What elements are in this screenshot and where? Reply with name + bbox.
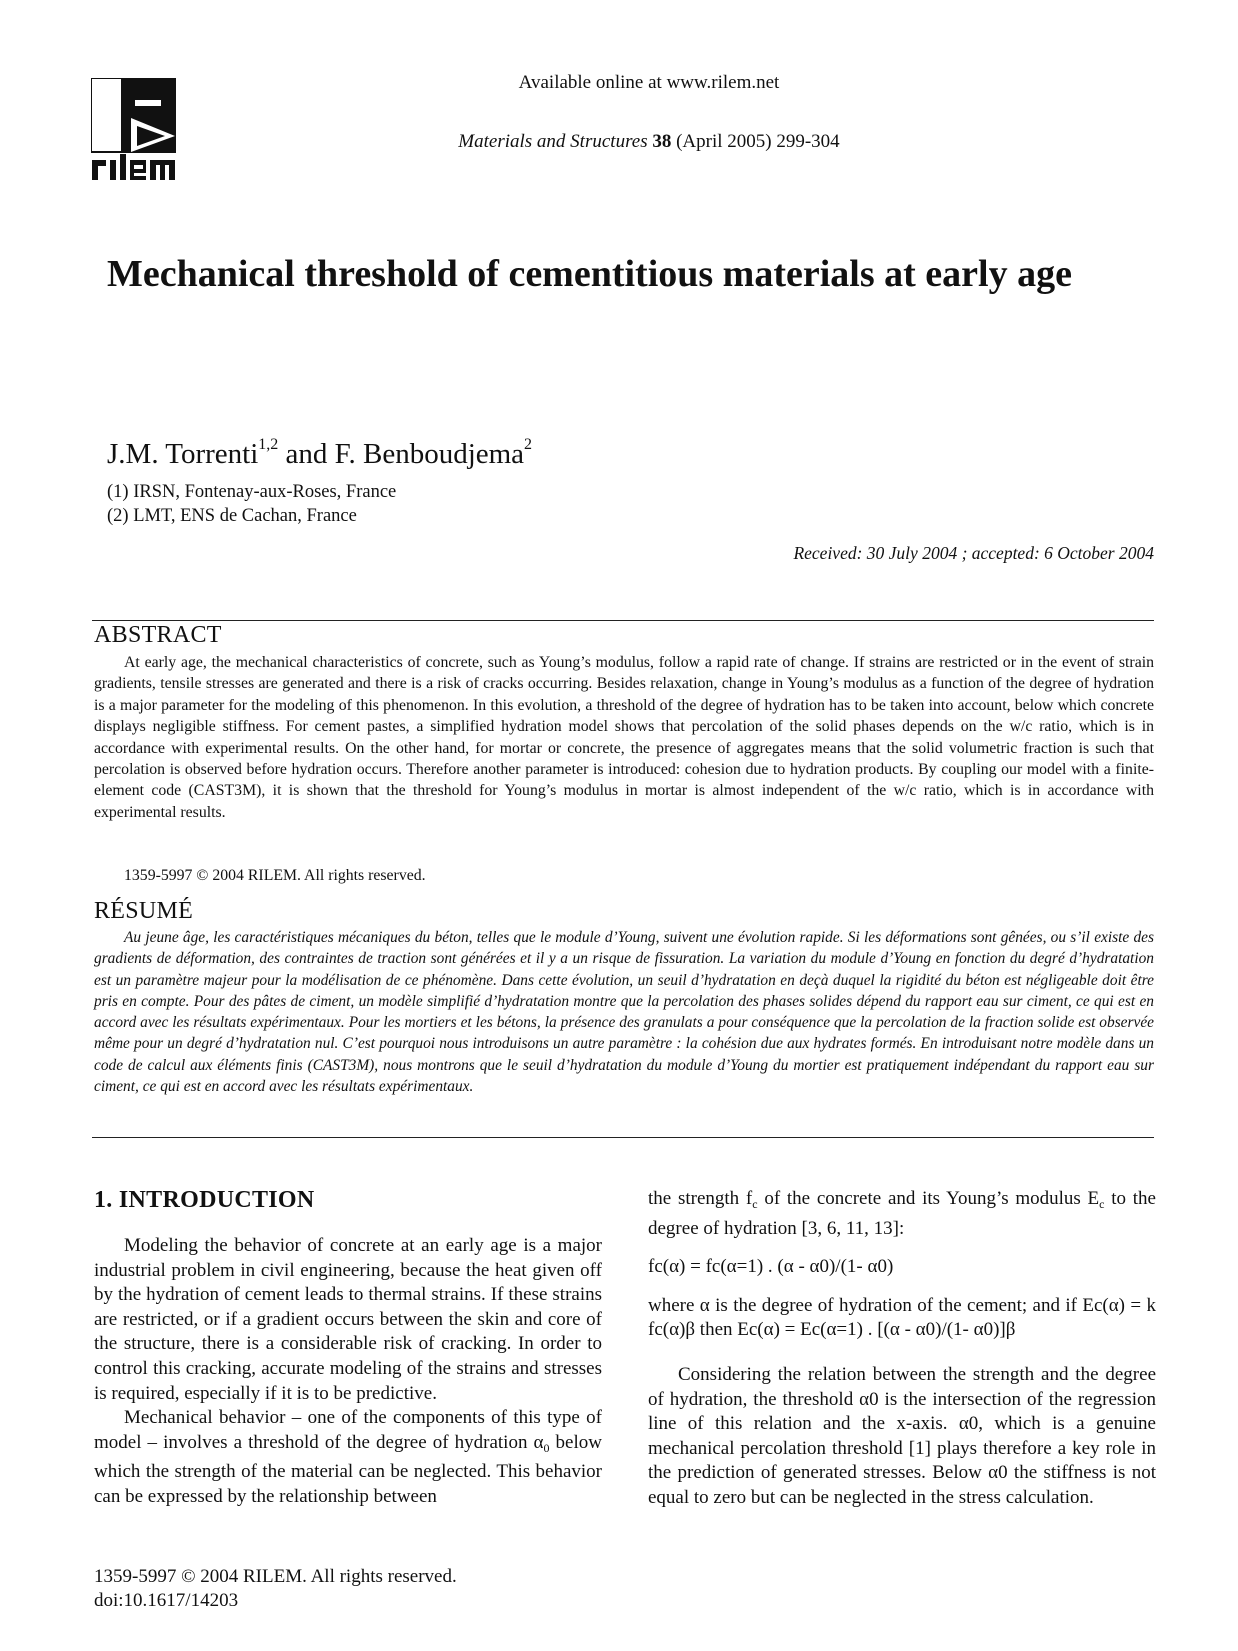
page-footer [94,1565,457,1613]
intro-paragraph-1: Modeling the behavior of concrete at an early age is a major industrial problem in civil engineering, because the heat given off by the hydration of cement leads to thermal strains. If these strains are restricted, or if a gradient occurs between the skin and core of the structure, there is a considerable risk of cracking. In order to control this cracking, accurate modeling of the strains and stresses is required, especially if it is to be predictive. [94,1235,602,1404]
resume-body: Au jeune âge, les caractéristiques mécaniques du béton, telles que le module d’Young, suivent une évolution rapide. Si les déformations sont gênées, ou s’il existe des gradients de déformation, des contraintes de traction sont générées et il y a un risque de fissuration. La variation du module d’Young en fonction du degré d’hydratation est un paramètre majeur pour la modélisation de ce phénomène. Dans cette évolution, un seuil d’hydratation en deçà duquel la rigidité du béton est négligeable doit être pris en compte. Pour des pâtes de ciment, un modèle simplifié d’hydratation montre que la percolation des phases solides dépend du rapport eau sur ciment, ce qui est en accord avec les résultats expérimentaux. Pour les mortiers et les bétons, la présence des granulats a pour conséquence que la percolation de la fraction solide est observée même pour un degré d’hydratation nul. C’est pourquoi nous introduisons un autre paramètre : la cohésion due aux hydrates formés. En introduisant notre modèle dans un code de calcul aux éléments finis (CAST3M), nous montrons que le seuil d’hydratation du module d’Young du mortier est pratiquement indépendant du rapport eau sur ciment, ce qui est en accord avec les résultats expérimentaux. [94,929,1154,1096]
intro-p2-text-a: Mechanical behavior – one of the components of this type of model – involves a threshold of the degree of hydration α [94,1407,602,1453]
equation-strength: fc(α) = fc(α=1) . (α - α0)/(1- α0) [648,1256,894,1278]
intro-left-column [94,1234,602,1510]
intro-threshold-paragraph: Considering the relation between the strength and the degree of hydration, the threshold α0 is the intersection of the regression line of this relation and the x-axis. α0, which is a genuine mechanical percolation threshold [1] plays therefore a key role in the prediction of generated stresses. Below α0 the stiffness is not equal to zero but can be neglected in the stress calculation. [648,1363,1156,1508]
r1-sub-2: c [1099,1197,1105,1211]
intro-p2-text-b: below which the strength of the material can be neglected. This behavior can be expressed by the relationship between [94,1431,602,1507]
journal-volume: 38 [652,131,672,152]
received-dates: Received: 30 July 2004 ; accepted: 6 October 2004 [793,543,1154,563]
author-1-affiliation: 1,2 [258,436,279,453]
paper-title: Mechanical threshold of cementitious materials at early age [107,253,1072,295]
alpha-subscript: 0 [543,1440,550,1455]
intro-right-column [648,1187,1156,1511]
journal-name: Materials and Structures [458,131,648,152]
intro-continuation [648,1187,1156,1241]
divider-bottom [92,1137,1154,1138]
r1-text-b: of the concrete and its Young’s modulus E [757,1188,1100,1209]
journal-issue-pages: (April 2005) 299-304 [676,131,840,152]
journal-citation [0,131,1238,153]
r1-text-a: the strength f [648,1188,753,1209]
author-1: J.M. Torrenti [107,438,259,470]
author-line [107,436,532,471]
online-availability: Available online at www.rilem.net [518,72,780,93]
intro-paragraph-2 [94,1406,602,1509]
abstract-copyright: 1359-5997 © 2004 RILEM. All rights reserved. [124,867,426,884]
intro-modulus-relation: where α is the degree of hydration of the cement; and if Ec(α) = k fc(α)β then Ec(α) = Ec(α=1) . [(α - α0)/(1- α0)]β [648,1294,1156,1341]
r1-sub-1: c [752,1197,758,1211]
introduction-heading: 1. INTRODUCTION [94,1187,315,1213]
author-2-affiliation: 2 [524,436,533,453]
affiliation-2: (2) LMT, ENS de Cachan, France [107,506,357,526]
affiliation-1: (1) IRSN, Fontenay-aux-Roses, France [107,482,397,502]
footer-copyright: 1359-5997 © 2004 RILEM. All rights reserved. [94,1566,457,1587]
resume-heading: RÉSUMÉ [94,898,194,924]
footer-doi: doi:10.1617/14203 [94,1590,239,1611]
abstract-body: At early age, the mechanical characteristics of concrete, such as Young’s modulus, follow a rapid rate of change. If strains are restricted or in the event of strain gradients, tensile stresses are generated and there is a risk of cracks occurring. Besides relaxation, change in Young’s modulus as a function of the degree of hydration is a major parameter for the modeling of this phenomenon. In this evolution, a threshold of the degree of hydration has to be taken into account, below which concrete displays negligible stiffness. For cement pastes, a simplified hydration model shows that percolation of the solid phases depends on the w/c ratio, which is in accordance with experimental results. On the other hand, for mortar or concrete, the presence of aggregates means that the solid volumetric fraction is such that percolation is observed before hydration occurs. Therefore another parameter is introduced: cohesion due to hydration products. By coupling our model with a finite-element code (CAST3M), it is shown that the threshold for Young’s modulus in mortar is almost independent of the w/c ratio, which is in accordance with experimental results. [94,654,1154,821]
r1-text-c: to the degree of hydration [3, 6, 11, 13]: [648,1188,1156,1239]
divider-top [92,620,1154,621]
author-2: and F. Benboudjema [285,438,525,470]
abstract-heading: ABSTRACT [94,622,222,648]
